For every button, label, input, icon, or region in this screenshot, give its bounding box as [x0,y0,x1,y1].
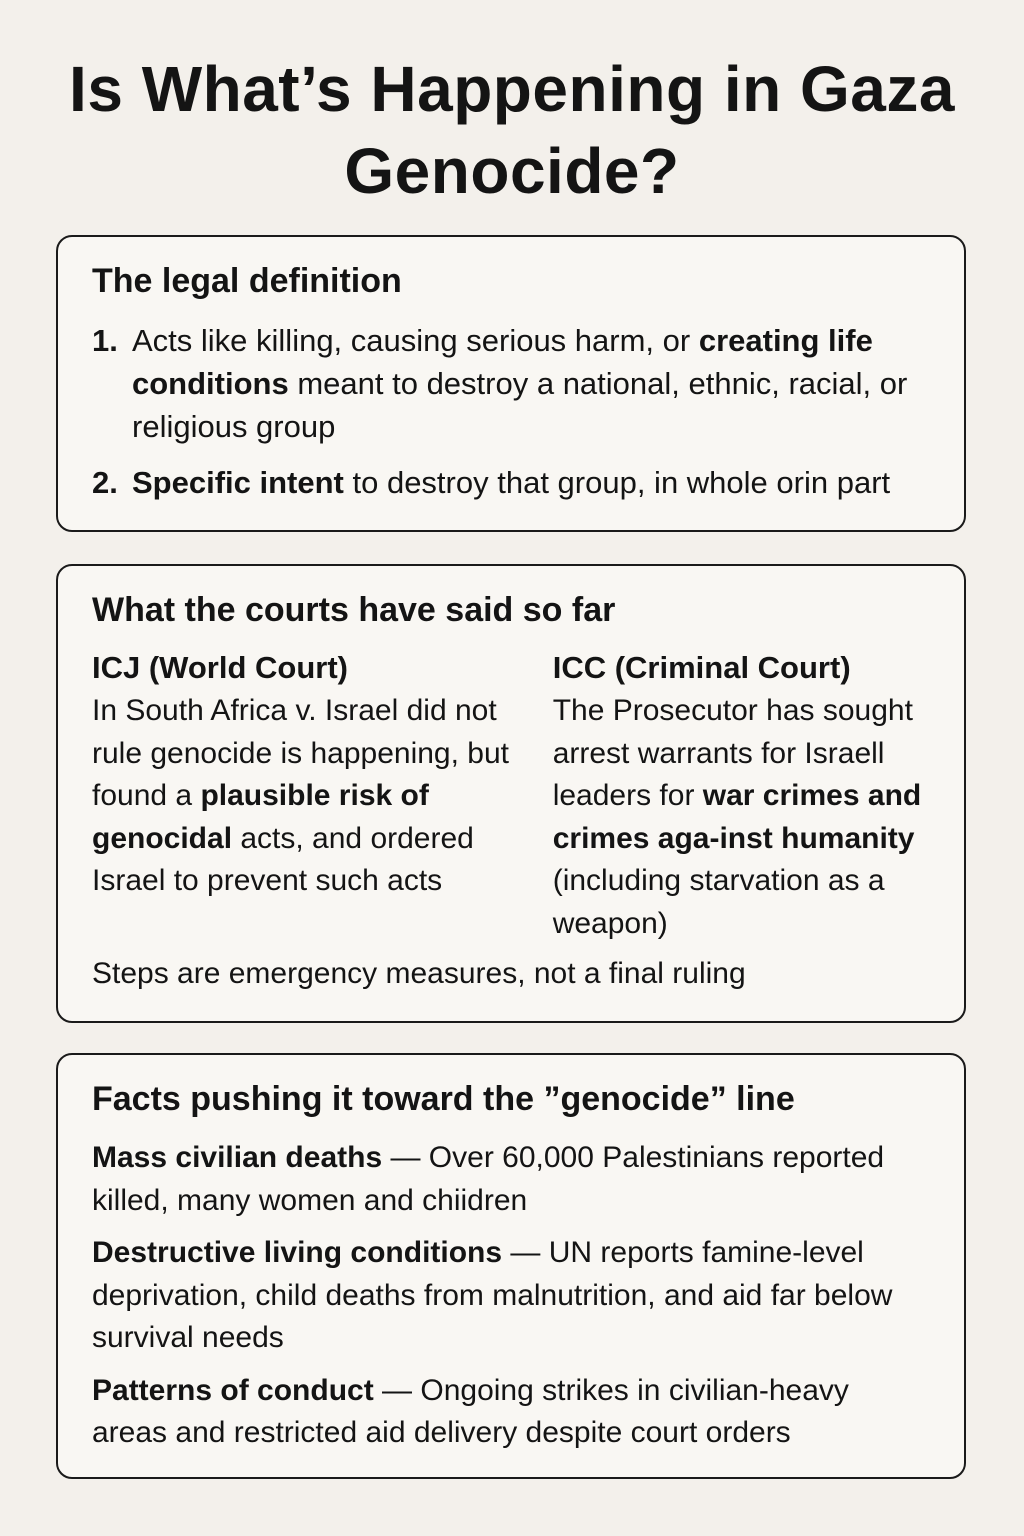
fact-text: — Over 60,000 Palestinians reported killed, many women and chiidren [92,1141,885,1217]
definition-text-part: Acts like killing, causing serious harm, or [132,323,699,358]
page-title: Is What’s Happening in Gaza Genocide? [69,53,955,207]
definition-item-number: 2. [92,465,118,500]
definition-item [92,319,930,448]
definition-item-text [132,319,930,448]
facts-heading: Facts pushing it toward the ”genocide” line [92,1080,795,1118]
definition-emphasis: Specific intent [132,465,344,500]
courts-heading: What the courts have said so far [92,591,616,629]
definition-list [92,319,930,504]
icc-text [553,690,930,945]
fact-text: — UN reports famine-level deprivation, child deaths from malnutrition, and aid far below survival needs [92,1236,893,1354]
definition-item [92,461,930,504]
fact-title: Patterns of conduct [92,1373,374,1407]
icj-emphasis: plausible risk of genocidal [92,779,429,855]
fact-item [92,1137,930,1222]
fact-text: — Ongoing strikes in civilian-heavy areas and restricted aid delivery despite court orders [92,1373,849,1449]
courts-card [56,564,966,1023]
icj-text-part: acts, and ordered Israel to prevent such acts [92,821,474,897]
legal-definition-card [56,235,966,532]
icc-heading: ICC (Criminal Court) [552,650,851,685]
icj-heading: ICJ (World Court) [92,650,349,685]
definition-text-part: meant to destroy a national, ethnic, racial, or religious group [132,366,908,444]
icc-text-part: (including starvation as a weapon) [552,864,885,940]
icj-column [92,646,553,945]
icj-text-part: In South Africa v. Israel did not rule genocide is happening, but found a [92,694,509,812]
facts-card [56,1053,966,1479]
icj-text [92,690,553,903]
fact-title: Destructive living conditions [92,1236,503,1269]
fact-item [92,1370,930,1455]
definition-emphasis: creating life conditions [132,323,873,401]
icc-column [553,646,930,945]
icc-text-part: The Prosecutor has sought arrest warrants for Israell leaders for [552,694,913,812]
definition-item-text [132,461,930,504]
icc-emphasis: war crimes and crimes aga-inst humanity [552,779,922,855]
courts-columns [92,646,930,945]
fact-title: Mass civilian deaths [92,1141,383,1174]
fact-item [92,1232,930,1360]
definition-item-number: 1. [92,323,118,358]
courts-note: Steps are emergency measures, not a final ruling [92,957,746,990]
legal-definition-heading: The legal definition [92,262,402,300]
definition-text-part: to destroy that group, in whole orin part [343,465,891,500]
facts-list [92,1137,930,1455]
